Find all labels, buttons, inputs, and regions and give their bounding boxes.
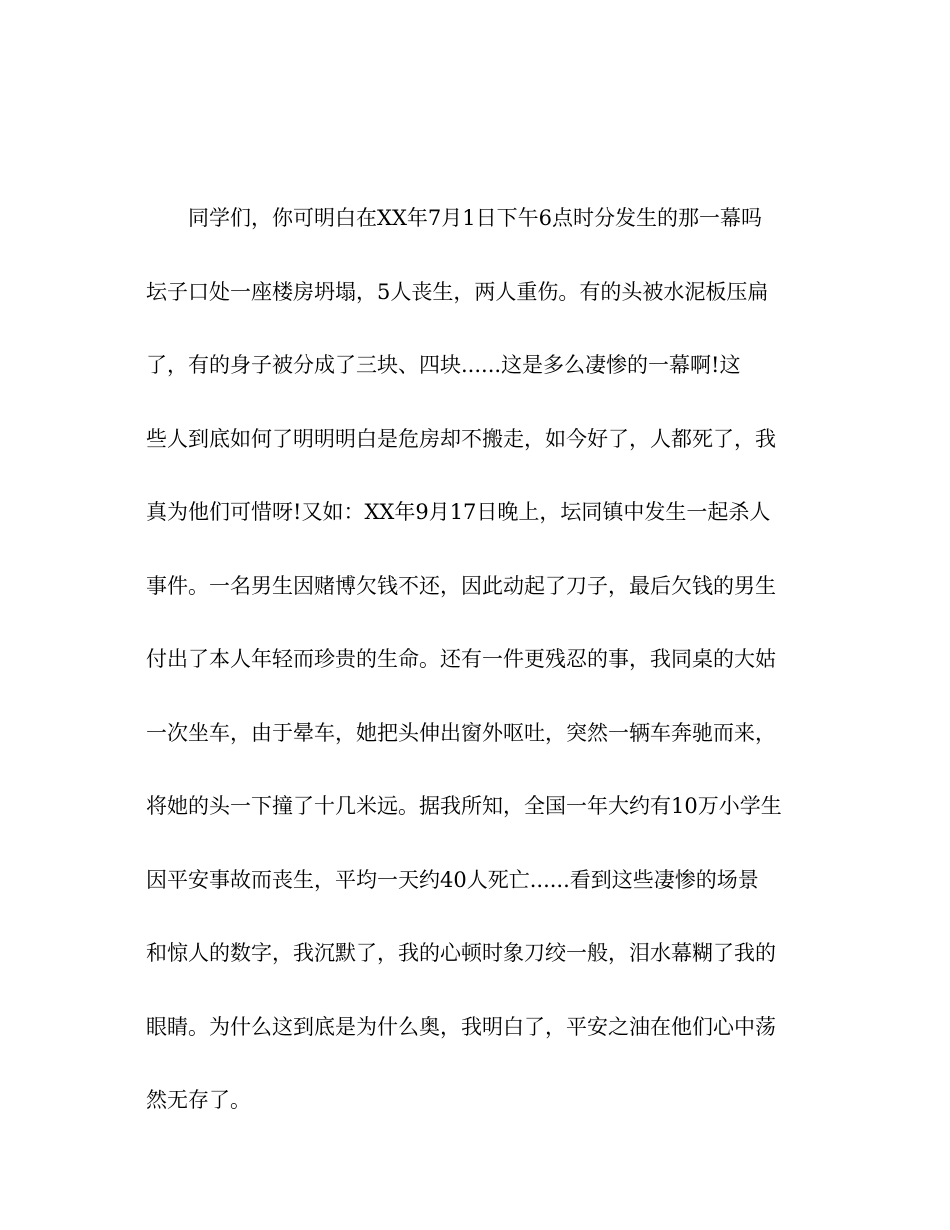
- paragraph-line: 事件。一名男生因赌博欠钱不还，因此动起了刀子，最后欠钱的男生: [146, 573, 776, 598]
- paragraph-line: 真为他们可惜呀!又如：XX年9月17日晚上，坛同镇中发生一起杀人: [146, 500, 771, 524]
- paragraph-line: 一次坐车，由于晕车，她把头伸出窗外呕吐，突然一辆车奔驰而来，: [146, 720, 776, 745]
- paragraph-line: 坛子口处一座楼房坍塌，5人丧生，两人重伤。有的头被水泥板压扁: [146, 279, 769, 304]
- paragraph-line: 眼睛。为什么这到底是为什么奥，我明白了，平安之油在他们心中荡: [146, 1014, 776, 1039]
- body-paragraph: [146, 200, 816, 1156]
- paragraph-line: 付出了本人年轻而珍贵的生命。还有一件更残忍的事，我同桌的大姑: [146, 647, 776, 671]
- paragraph-line: 因平安事故而丧生，平均一天约40人死亡......看到这些凄惨的场景: [146, 867, 759, 892]
- paragraph-line: 将她的头一下撞了十几米远。据我所知，全国一年大约有10万小学生: [146, 794, 782, 818]
- paragraph-line: 些人到底如何了明明明白是危房却不搬走，如今好了，人都死了，我: [146, 426, 776, 451]
- paragraph-line: 和惊人的数字，我沉默了，我的心顿时象刀绞一般，泪水幕糊了我的: [146, 941, 776, 965]
- paragraph-line: 然无存了。: [146, 1088, 251, 1112]
- paragraph-line: 同学们，你可明白在XX年7月1日下午6点时分发生的那一幕吗: [188, 206, 762, 230]
- paragraph-line: 了，有的身子被分成了三块、四块......这是多么凄惨的一幕啊!这: [146, 353, 741, 377]
